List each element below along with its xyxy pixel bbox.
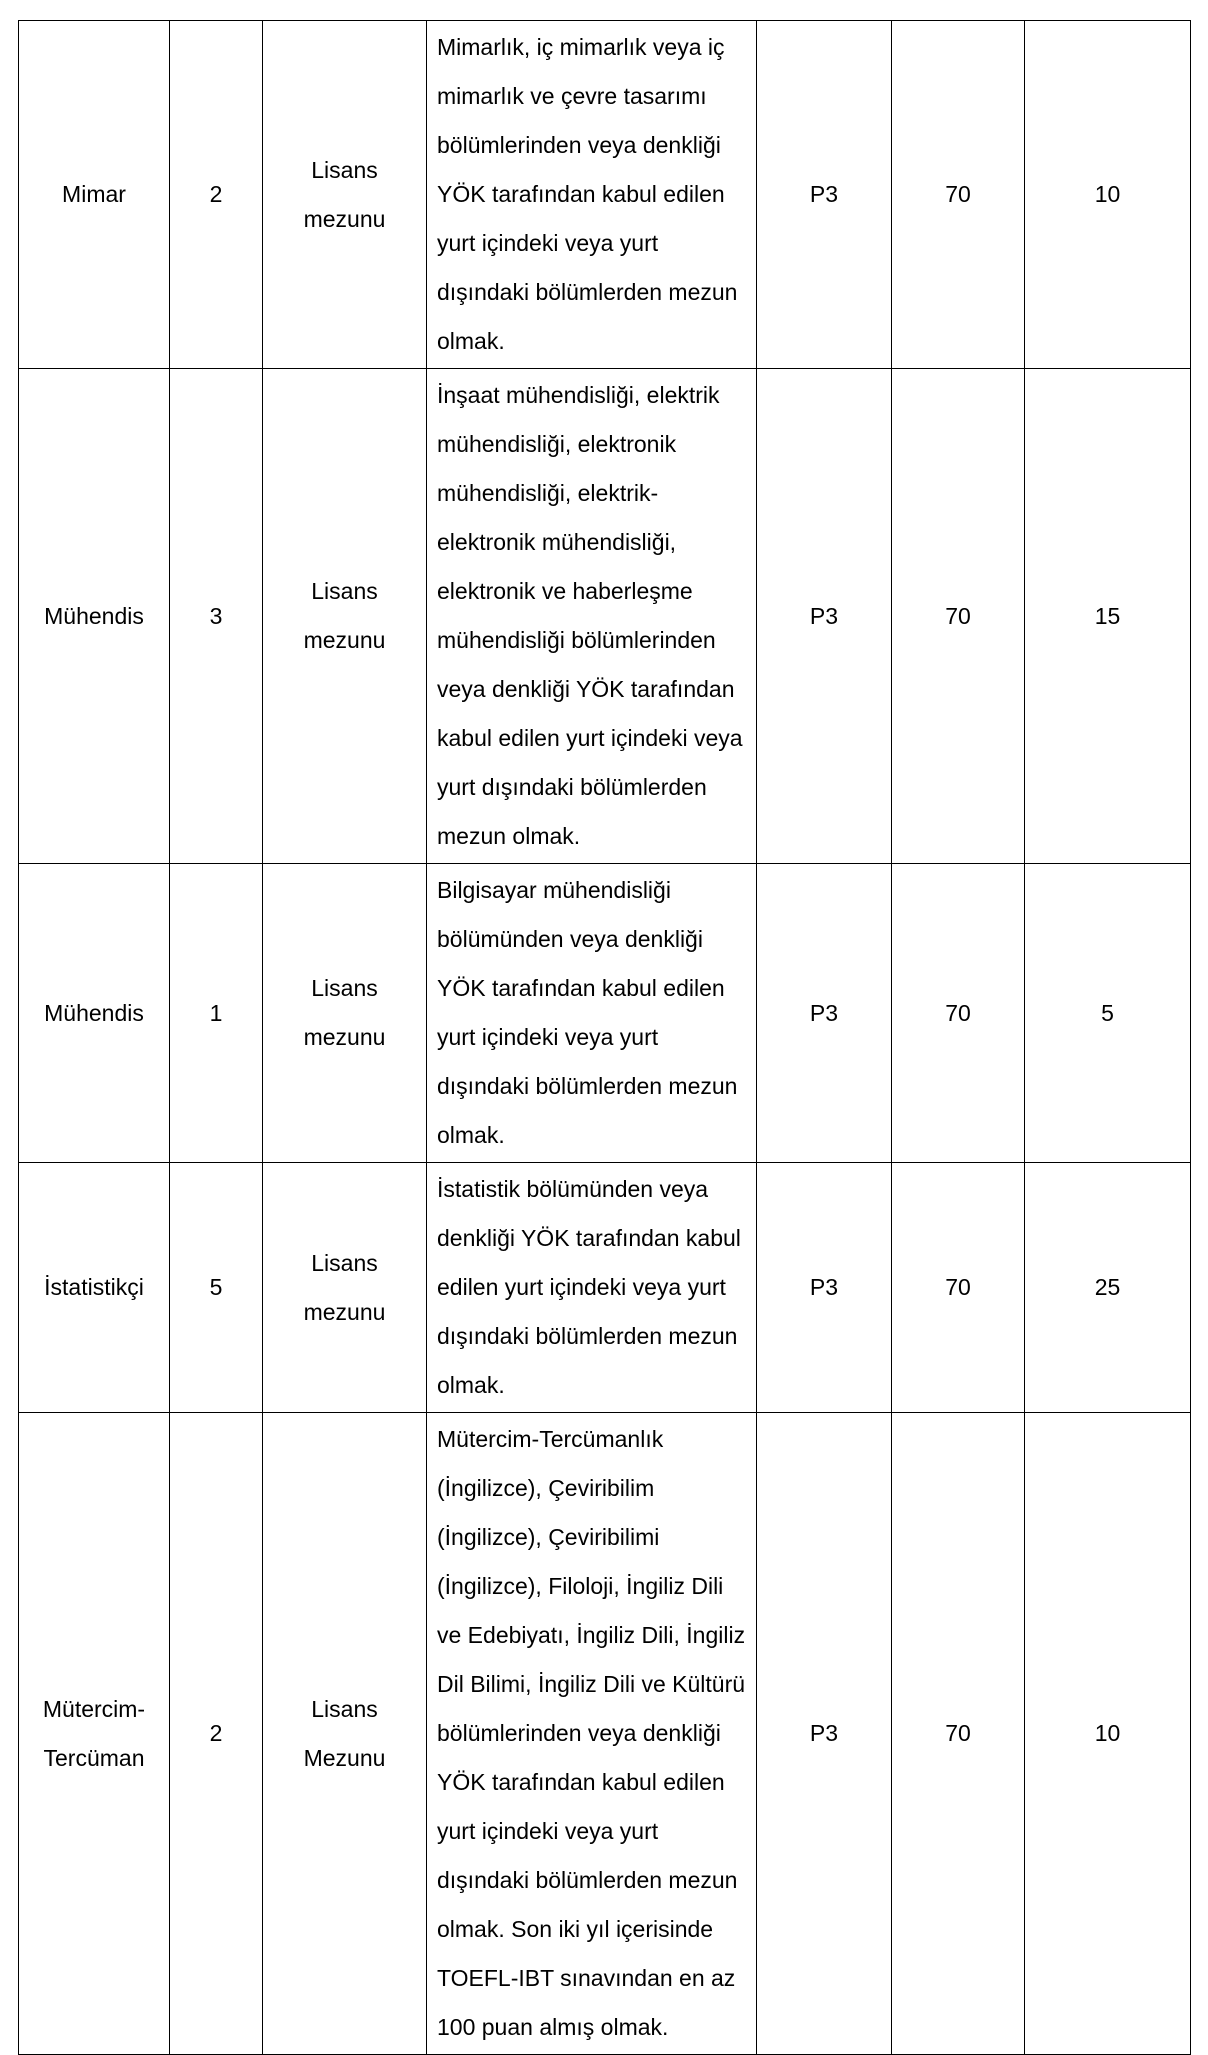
exam-type: P3 — [757, 864, 892, 1163]
position-title: Mühendis — [19, 864, 170, 1163]
education-level: Lisans mezunu — [263, 21, 427, 369]
candidate-count: 10 — [1025, 1413, 1191, 2055]
table-row — [19, 1413, 1191, 2055]
position-count: 2 — [170, 1413, 263, 2055]
positions-table — [18, 20, 1191, 2055]
min-score: 70 — [892, 1413, 1025, 2055]
candidate-count: 25 — [1025, 1163, 1191, 1413]
exam-type: P3 — [757, 369, 892, 864]
position-count: 5 — [170, 1163, 263, 1413]
position-title: Mütercim-Tercüman — [19, 1413, 170, 2055]
candidate-count: 15 — [1025, 369, 1191, 864]
education-level: Lisans mezunu — [263, 369, 427, 864]
position-title: Mühendis — [19, 369, 170, 864]
position-title: Mimar — [19, 21, 170, 369]
min-score: 70 — [892, 21, 1025, 369]
candidate-count: 5 — [1025, 864, 1191, 1163]
candidate-count: 10 — [1025, 21, 1191, 369]
table-row — [19, 1163, 1191, 1413]
table-row — [19, 864, 1191, 1163]
requirements: İnşaat mühendisliği, elektrik mühendisliği, elektronik mühendisliği, elektrik-elektronik mühendisliği, elektronik ve haberleşme mühendisliği bölümlerinden veya denkliği YÖK tarafından kabul edilen yurt içindeki veya yurt dışındaki bölümlerden mezun olmak. — [427, 369, 757, 864]
min-score: 70 — [892, 1163, 1025, 1413]
education-level: Lisans Mezunu — [263, 1413, 427, 2055]
exam-type: P3 — [757, 1163, 892, 1413]
table-row — [19, 369, 1191, 864]
table-row — [19, 21, 1191, 369]
requirements: Mimarlık, iç mimarlık veya iç mimarlık ve çevre tasarımı bölümlerinden veya denkliği YÖK tarafından kabul edilen yurt içindeki veya yurt dışındaki bölümlerden mezun olmak. — [427, 21, 757, 369]
requirements: Mütercim-Tercümanlık (İngilizce), Çeviribilim (İngilizce), Çeviribilimi (İngilizce), Filoloji, İngiliz Dili ve Edebiyatı, İngiliz Dili, İngiliz Dil Bilimi, İngiliz Dili ve Kültürü bölümlerinden veya denkliği YÖK tarafından kabul edilen yurt içindeki veya yurt dışındaki bölümlerden mezun olmak. Son iki yıl içerisinde TOEFL-IBT sınavından en az 100 puan almış olmak. — [427, 1413, 757, 2055]
min-score: 70 — [892, 864, 1025, 1163]
education-level: Lisans mezunu — [263, 1163, 427, 1413]
position-count: 1 — [170, 864, 263, 1163]
requirements: İstatistik bölümünden veya denkliği YÖK tarafından kabul edilen yurt içindeki veya yurt dışındaki bölümlerden mezun olmak. — [427, 1163, 757, 1413]
requirements: Bilgisayar mühendisliği bölümünden veya denkliği YÖK tarafından kabul edilen yurt içindeki veya yurt dışındaki bölümlerden mezun olmak. — [427, 864, 757, 1163]
position-count: 3 — [170, 369, 263, 864]
position-count: 2 — [170, 21, 263, 369]
exam-type: P3 — [757, 1413, 892, 2055]
exam-type: P3 — [757, 21, 892, 369]
min-score: 70 — [892, 369, 1025, 864]
position-title: İstatistikçi — [19, 1163, 170, 1413]
education-level: Lisans mezunu — [263, 864, 427, 1163]
